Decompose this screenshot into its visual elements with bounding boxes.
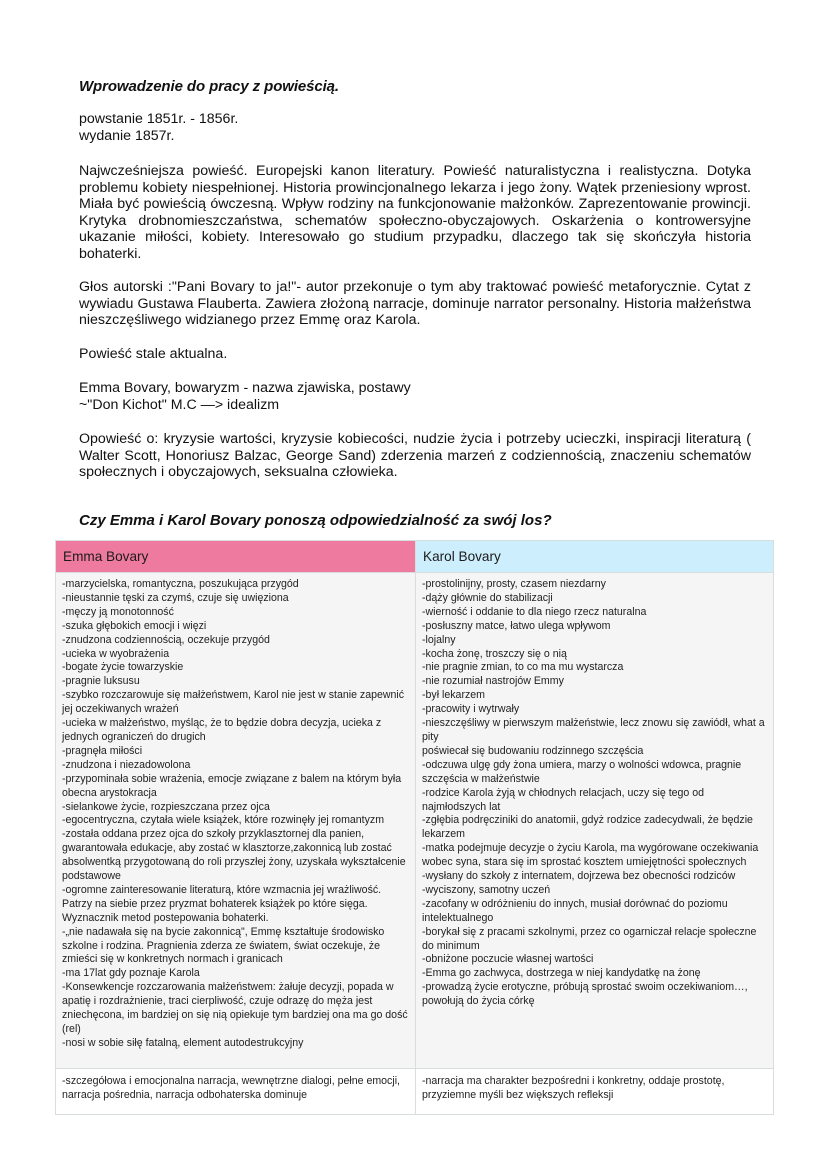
table-header-row <box>56 541 774 573</box>
list-item: -została oddana przez ojca do szkoły przyklasztornej dla panien, gwarantowała edukacje, aby zostać w klasztorze,zakonnicą lub zostać absolwentką przygotowaną do roli przyszłej żony, uzyskała wykształcenie podstawowe <box>62 828 406 883</box>
list-item: poświecał się budowaniu rodzinnego szczęścia <box>422 744 644 757</box>
list-item: -pragnie luksusu <box>62 675 140 688</box>
list-item: -ucieka w wyobrażenia <box>62 647 170 660</box>
paragraph-text: Opowieść o: kryzysie wartości, kryzysie kobiecości, nudzie życia i potrzeby ucieczki, inspiracji literaturą ( Walter Scott, Honoriusz Balzac, George Sand) zderzenia marzeń z codziennością, znaczeniu schematów społecznych i obyczajowych, seksualna człowieka. <box>79 431 751 481</box>
list-item: -„nie nadawała się na bycie zakonnicą", Emmę kształtuje środowisko szkolne i rodzina. Pragnienia zderza ze światem, świat oczekuje, że zmieści się w konkretnych normach i granicach <box>62 925 385 966</box>
list-item: -posłuszny matce, łatwo ulega wpływom <box>422 619 611 632</box>
creation-date: powstanie 1851r. - 1856r. <box>79 111 239 127</box>
intro-title: Wprowadzenie do pracy z powieścią. <box>79 78 339 95</box>
paragraph-text: Powieść stale aktualna. <box>79 346 228 362</box>
list-item: -dąży głównie do stabilizacji <box>422 591 553 604</box>
table-row-traits <box>56 573 774 1069</box>
list-item: -znudzona i niezadowolona <box>62 758 191 771</box>
list-item: -zgłębia podręcziniki do anatomii, gdyż rodzice zadecydwali, że będzie lekarzem <box>422 814 753 841</box>
list-item: -był lekarzem <box>422 689 485 702</box>
list-item: -męczy ją monotonność <box>62 605 174 618</box>
bovaryzm-line: Emma Bovary, bowaryzm - nazwa zjawiska, postawy <box>79 380 411 396</box>
list-item: -Emma go zachwyca, dostrzega w niej kandydatkę na żonę <box>422 967 701 980</box>
list-item: -lojalny <box>422 633 456 646</box>
list-item: -wierność i oddanie to dla niego rzecz naturalna <box>422 605 647 618</box>
comparison-table <box>55 540 774 1115</box>
list-item: -szybko rozczarowuje się małżeństwem, Karol nie jest w stanie zapewnić jej oczekiwanych wrażeń <box>62 689 405 716</box>
publication-dates <box>79 111 751 144</box>
publication-date: wydanie 1857r. <box>79 127 175 144</box>
list-item: -borykał się z pracami szkolnymi, przez co ogarniczał relacje społeczne do minimum <box>422 925 757 952</box>
list-item: -bogate życie towarzyskie <box>62 661 184 674</box>
don-kichot-line: ~"Don Kichot" M.C —> idealizm <box>79 396 280 413</box>
emma-narration-cell: -szczegółowa i emocjonalna narracja, wewnętrzne dialogi, pełne emocji, narracja pośrednia, narracja odbohaterska dominuje <box>56 1069 416 1115</box>
list-item: -ma 17lat gdy poznaje Karola <box>62 967 200 980</box>
intro-paragraph-2 <box>79 279 751 329</box>
list-item: -pragnęła miłości <box>62 744 143 757</box>
karol-traits-cell <box>416 573 774 1069</box>
list-item: -nie pragnie zmian, to co ma mu wystarcza <box>422 661 624 674</box>
comparison-title: Czy Emma i Karol Bovary ponoszą odpowiedzialność za swój los? <box>79 512 552 529</box>
list-item: -zacofany w odróżnieniu do innych, musiał dorównać do poziomu intelektualnego <box>422 897 728 924</box>
paragraph-text: Najwcześniejsza powieść. Europejski kanon literatury. Powieść naturalistyczna i realistyczna. Dotyka problemu kobiety niespełnionej. Historia prowincjonalnego lekarza i jego żony. Wątek przeniesiony wprost. Miała być powieścią ówczesną. Wpływ rodziny na funkcjonowanie małżonków. Zaprezentowanie prowincji. Krytyka drobnomieszczaństwa, schematów społeczno-obyczajowych. Oskarżenia o kontrowersyjne ukazanie miłości, kobiety. Interesowało go studium przypadku, dlaczego tak się skończyła historia bohaterki. <box>79 163 751 262</box>
list-item: -nieustannie tęski za czymś, czuje się uwięziona <box>62 591 289 604</box>
list-item: -kocha żonę, troszczy się o nią <box>422 647 567 660</box>
list-item: -prostolinijny, prosty, czasem niezdarny <box>422 578 606 590</box>
list-item: -matka podejmuje decyzje o życiu Karola, ma wygórowane oczekiwania wobec syna, stara się im sprostać kosztem umiejętności społecznych <box>422 842 759 869</box>
list-item: -znudzona codziennością, oczekuje przygód <box>62 633 270 646</box>
list-item: -szuka głębokich emocji i więzi <box>62 619 207 632</box>
karol-narration-cell: -narracja ma charakter bezpośredni i konkretny, oddaje prostotę, przyziemne myśli bez większych refleksji <box>416 1069 774 1115</box>
list-item: -odczuwa ulgę gdy żona umiera, marzy o wolności wdowca, pragnie szczęścia w małżeństwie <box>422 758 742 785</box>
list-item: -pracowity i wytrwały <box>422 703 520 716</box>
list-item: -egocentryczna, czytała wiele książek, które rozwinęły jej romantyzm <box>62 814 385 827</box>
list-item: -nosi w sobie siłę fatalną, element autodestrukcyjny <box>62 1036 304 1049</box>
list-item: -nie rozumiał nastrojów Emmy <box>422 675 564 688</box>
bovaryzm-note <box>79 380 751 413</box>
intro-paragraph-1 <box>79 163 751 263</box>
paragraph-text: Głos autorski :"Pani Bovary to ja!"- autor przekonuje o tym aby traktować powieść metaforycznie. Cytat z wywiadu Gustawa Flauberta. Zawiera złożoną narracje, dominuje narrator personalny. Historia małżeństwa nieszczęśliwego widzianego przez Emmę oraz Karola. <box>79 279 751 329</box>
list-item: -rodzice Karola żyją w chłodnych relacjach, uczy się tego od najmłodszych lat <box>422 786 705 813</box>
list-item: -Konsewkencje rozczarowania małżeństwem: żałuje decyzji, popada w apatię i rozdrażnienie, traci cierpliwość, czuje odrazę do męża jest zniechęcona, im bardziej on się nią opiekuje tym bardziej ona ma go dość (rel) <box>62 981 408 1035</box>
header-karol: Karol Bovary <box>416 541 774 573</box>
list-item: -ucieka w małżeństwo, myśląc, że to będzie dobra decyzja, ucieka z jednych ograniczeń do drugich <box>62 717 382 743</box>
list-item: -przypominała sobie wrażenia, emocje związane z balem na którym była obecna arystokracja <box>62 772 402 799</box>
intro-paragraph-3 <box>79 346 751 363</box>
emma-traits-cell <box>56 573 416 1069</box>
list-item: -prowadzą życie erotyczne, próbują sprostać swoim oczekiwaniom…, powołują do życia córkę <box>422 981 748 1008</box>
header-emma: Emma Bovary <box>56 541 416 573</box>
table-row-narration <box>56 1069 774 1115</box>
list-item: -ogromne zainteresowanie literaturą, które wzmacnia jej wrażliwość. Patrzy na siebie przez pryzmat bohaterek książek po które sięga. Wyznacznik metod postepowania bohaterki. <box>62 883 382 924</box>
list-item: -marzycielska, romantyczna, poszukująca przygód <box>62 578 299 590</box>
list-item: -nieszczęśliwy w pierwszym małżeństwie, lecz znowu się zawiódł, what a pity <box>422 717 765 743</box>
intro-paragraph-4 <box>79 431 751 481</box>
list-item: -wyciszony, samotny uczeń <box>422 883 551 896</box>
list-item: -obniżone poczucie własnej wartości <box>422 953 594 966</box>
list-item: -wysłany do szkoły z internatem, dojrzewa bez obecności rodziców <box>422 870 736 883</box>
list-item: -sielankowe życie, rozpieszczana przez ojca <box>62 800 270 813</box>
